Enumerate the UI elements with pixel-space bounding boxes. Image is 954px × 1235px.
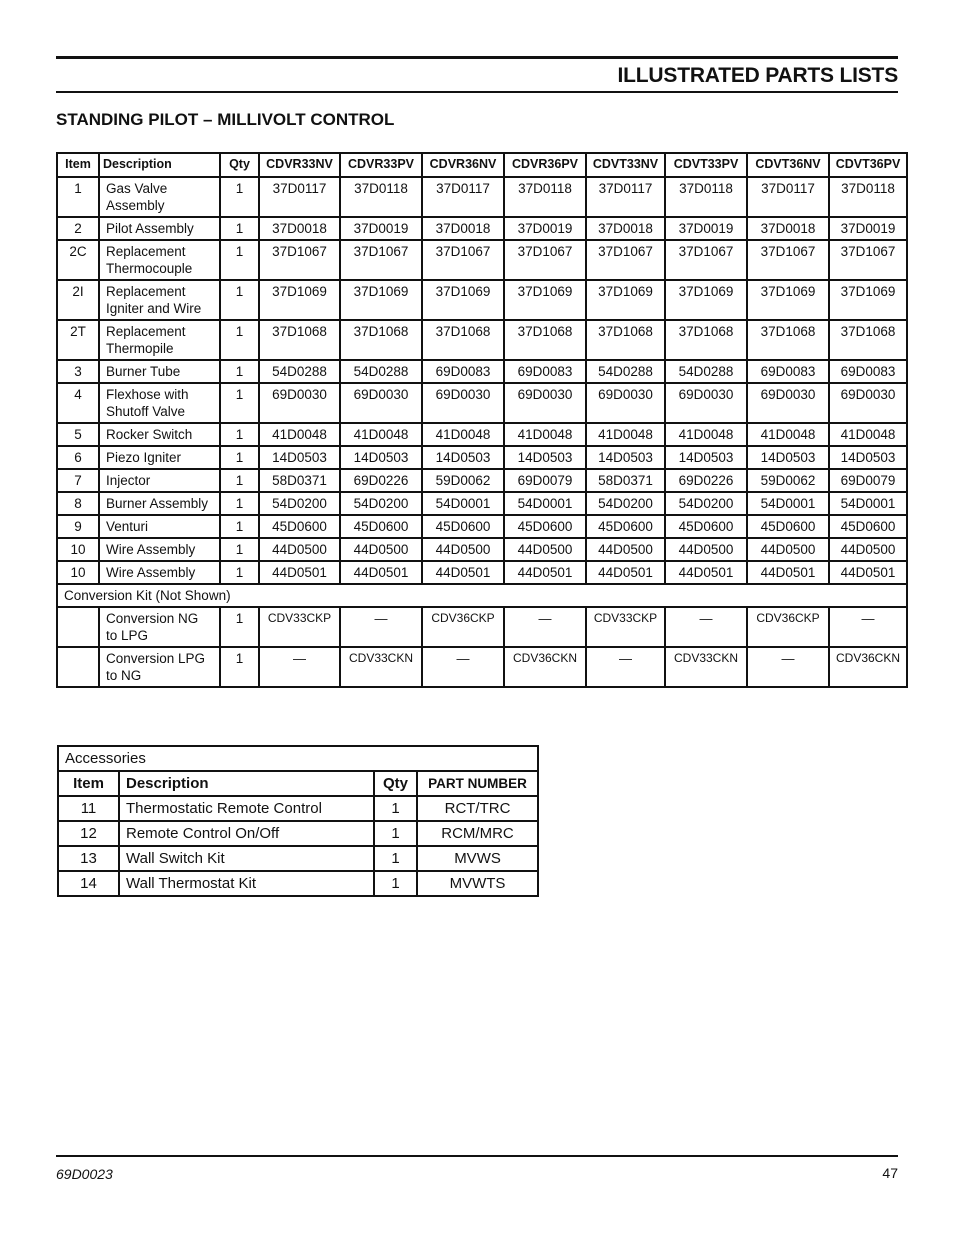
item-cell: 10: [57, 561, 99, 584]
part-number-cell: 37D0118: [665, 177, 747, 217]
part-number-cell: 41D0048: [340, 423, 422, 446]
description-cell: Wall Thermostat Kit: [119, 871, 374, 896]
part-number-cell: —: [422, 647, 504, 687]
part-number-cell: CDV36CKP: [747, 607, 829, 647]
qty-cell: 1: [220, 607, 259, 647]
description-cell: Replacement Thermocouple: [99, 240, 220, 280]
accessories-header-row: [58, 771, 538, 796]
qty-cell: 1: [220, 647, 259, 687]
description-cell: Thermostatic Remote Control: [119, 796, 374, 821]
table-row: [58, 846, 538, 871]
part-number-cell: 37D0118: [829, 177, 907, 217]
part-number-cell: 69D0083: [747, 360, 829, 383]
item-cell: 2: [57, 217, 99, 240]
part-number-cell: 69D0030: [586, 383, 665, 423]
conversion-kit-heading-row: [57, 584, 907, 607]
page-number: 47: [882, 1165, 898, 1181]
part-number-cell: 41D0048: [747, 423, 829, 446]
part-number-cell: 37D1068: [259, 320, 340, 360]
part-number-cell: 44D0500: [665, 538, 747, 561]
part-number-cell: 54D0288: [340, 360, 422, 383]
part-number-cell: —: [259, 647, 340, 687]
parts-table-body: [57, 177, 907, 687]
part-number-cell: RCT/TRC: [417, 796, 538, 821]
part-number-cell: 69D0079: [829, 469, 907, 492]
part-number-cell: 37D0018: [259, 217, 340, 240]
part-number-cell: 37D1069: [340, 280, 422, 320]
description-cell: Burner Assembly: [99, 492, 220, 515]
part-number-cell: 37D0018: [586, 217, 665, 240]
part-number-cell: 54D0200: [259, 492, 340, 515]
part-number-cell: 37D0018: [747, 217, 829, 240]
part-number-cell: 69D0030: [340, 383, 422, 423]
table-row: [57, 492, 907, 515]
part-number-cell: 69D0030: [504, 383, 586, 423]
column-header: CDVT33PV: [665, 153, 747, 177]
part-number-cell: 44D0501: [665, 561, 747, 584]
part-number-cell: 44D0501: [586, 561, 665, 584]
accessories-heading-row: [58, 746, 538, 771]
part-number-cell: 37D1068: [340, 320, 422, 360]
column-header: Qty: [374, 771, 417, 796]
part-number-cell: 37D1069: [829, 280, 907, 320]
part-number-cell: 37D1068: [829, 320, 907, 360]
part-number-cell: MVWS: [417, 846, 538, 871]
part-number-cell: 45D0600: [504, 515, 586, 538]
part-number-cell: 37D0118: [504, 177, 586, 217]
table-row: [57, 360, 907, 383]
part-number-cell: CDV36CKN: [504, 647, 586, 687]
column-header: CDVT36NV: [747, 153, 829, 177]
part-number-cell: 41D0048: [259, 423, 340, 446]
part-number-cell: 37D1069: [422, 280, 504, 320]
part-number-cell: CDV33CKP: [259, 607, 340, 647]
part-number-cell: 37D1067: [422, 240, 504, 280]
column-header: CDVR36NV: [422, 153, 504, 177]
part-number-cell: —: [504, 607, 586, 647]
qty-cell: 1: [220, 360, 259, 383]
part-number-cell: RCM/MRC: [417, 821, 538, 846]
qty-cell: 1: [220, 240, 259, 280]
part-number-cell: CDV33CKP: [586, 607, 665, 647]
description-cell: Rocker Switch: [99, 423, 220, 446]
part-number-cell: 44D0501: [340, 561, 422, 584]
part-number-cell: 37D0117: [259, 177, 340, 217]
part-number-cell: —: [829, 607, 907, 647]
part-number-cell: CDV33CKN: [340, 647, 422, 687]
part-number-cell: 44D0501: [829, 561, 907, 584]
item-cell: 8: [57, 492, 99, 515]
part-number-cell: 37D0018: [422, 217, 504, 240]
column-header: CDVT36PV: [829, 153, 907, 177]
part-number-cell: 37D1068: [665, 320, 747, 360]
part-number-cell: 54D0288: [586, 360, 665, 383]
part-number-cell: 44D0500: [829, 538, 907, 561]
column-header: Qty: [220, 153, 259, 177]
item-cell: 5: [57, 423, 99, 446]
part-number-cell: 37D1067: [504, 240, 586, 280]
item-cell: 2T: [57, 320, 99, 360]
section-title: STANDING PILOT – MILLIVOLT CONTROL: [56, 110, 395, 129]
item-cell: 2I: [57, 280, 99, 320]
part-number-cell: 37D1069: [747, 280, 829, 320]
part-number-cell: 54D0001: [504, 492, 586, 515]
part-number-cell: 41D0048: [422, 423, 504, 446]
description-cell: Wall Switch Kit: [119, 846, 374, 871]
part-number-cell: 69D0226: [340, 469, 422, 492]
column-header: CDVR33NV: [259, 153, 340, 177]
item-cell: 3: [57, 360, 99, 383]
table-row: [57, 383, 907, 423]
table-row: [57, 320, 907, 360]
description-cell: Wire Assembly: [99, 561, 220, 584]
conversion-kit-row: [57, 607, 907, 647]
part-number-cell: 37D1067: [259, 240, 340, 280]
part-number-cell: 69D0083: [504, 360, 586, 383]
part-number-cell: 44D0500: [586, 538, 665, 561]
part-number-cell: 54D0288: [259, 360, 340, 383]
part-number-cell: 41D0048: [504, 423, 586, 446]
part-number-cell: 14D0503: [829, 446, 907, 469]
part-number-cell: 41D0048: [829, 423, 907, 446]
table-row: [57, 561, 907, 584]
part-number-cell: 14D0503: [422, 446, 504, 469]
part-number-cell: 41D0048: [665, 423, 747, 446]
item-cell: 11: [58, 796, 119, 821]
header-bottom-rule: [56, 91, 898, 93]
qty-cell: 1: [220, 383, 259, 423]
part-number-cell: 54D0001: [829, 492, 907, 515]
table-row: [57, 515, 907, 538]
part-number-cell: 14D0503: [259, 446, 340, 469]
part-number-cell: 37D1068: [504, 320, 586, 360]
part-number-cell: 44D0500: [504, 538, 586, 561]
part-number-cell: 37D1068: [747, 320, 829, 360]
column-header: CDVR33PV: [340, 153, 422, 177]
qty-cell: 1: [220, 217, 259, 240]
description-cell: Pilot Assembly: [99, 217, 220, 240]
item-cell: 6: [57, 446, 99, 469]
part-number-cell: 59D0062: [747, 469, 829, 492]
part-number-cell: 69D0083: [829, 360, 907, 383]
description-cell: Flexhose with Shutoff Valve: [99, 383, 220, 423]
qty-cell: 1: [220, 177, 259, 217]
qty-cell: 1: [220, 515, 259, 538]
part-number-cell: CDV36CKN: [829, 647, 907, 687]
part-number-cell: 14D0503: [504, 446, 586, 469]
accessories-heading: Accessories: [58, 746, 538, 771]
part-number-cell: 37D0019: [340, 217, 422, 240]
description-cell: Gas Valve Assembly: [99, 177, 220, 217]
parts-table-header-row: [57, 153, 907, 177]
part-number-cell: 37D1069: [504, 280, 586, 320]
accessories-table-body: [58, 746, 538, 896]
part-number-cell: —: [747, 647, 829, 687]
part-number-cell: 37D1067: [747, 240, 829, 280]
description-cell: Remote Control On/Off: [119, 821, 374, 846]
part-number-cell: 45D0600: [259, 515, 340, 538]
description-cell: Injector: [99, 469, 220, 492]
qty-cell: 1: [220, 423, 259, 446]
part-number-cell: 37D1067: [340, 240, 422, 280]
part-number-cell: 14D0503: [665, 446, 747, 469]
table-row: [57, 538, 907, 561]
conversion-kit-heading: Conversion Kit (Not Shown): [57, 584, 907, 607]
part-number-cell: 44D0501: [422, 561, 504, 584]
table-row: [57, 280, 907, 320]
qty-cell: 1: [220, 561, 259, 584]
part-number-cell: 44D0501: [747, 561, 829, 584]
part-number-cell: —: [340, 607, 422, 647]
qty-cell: 1: [374, 796, 417, 821]
part-number-cell: 45D0600: [747, 515, 829, 538]
item-cell: 12: [58, 821, 119, 846]
part-number-cell: 69D0030: [259, 383, 340, 423]
part-number-cell: 37D1067: [829, 240, 907, 280]
part-number-cell: 69D0083: [422, 360, 504, 383]
qty-cell: 1: [374, 846, 417, 871]
part-number-cell: 54D0200: [586, 492, 665, 515]
parts-table: [56, 152, 908, 688]
part-number-cell: 45D0600: [340, 515, 422, 538]
part-number-cell: 37D1067: [586, 240, 665, 280]
part-number-cell: 37D0117: [747, 177, 829, 217]
qty-cell: 1: [220, 280, 259, 320]
part-number-cell: 37D0118: [340, 177, 422, 217]
part-number-cell: 59D0062: [422, 469, 504, 492]
item-cell: [57, 607, 99, 647]
description-cell: Conversion NG to LPG: [99, 607, 220, 647]
description-cell: Burner Tube: [99, 360, 220, 383]
part-number-cell: 69D0030: [665, 383, 747, 423]
part-number-cell: 44D0501: [504, 561, 586, 584]
table-row: [58, 821, 538, 846]
item-cell: 9: [57, 515, 99, 538]
column-header: CDVR36PV: [504, 153, 586, 177]
table-row: [58, 871, 538, 896]
part-number-cell: 54D0001: [747, 492, 829, 515]
description-cell: Replacement Igniter and Wire: [99, 280, 220, 320]
part-number-cell: 45D0600: [422, 515, 504, 538]
item-cell: 4: [57, 383, 99, 423]
part-number-cell: 37D0019: [665, 217, 747, 240]
qty-cell: 1: [220, 446, 259, 469]
part-number-cell: 45D0600: [665, 515, 747, 538]
description-cell: Conversion LPG to NG: [99, 647, 220, 687]
item-cell: 13: [58, 846, 119, 871]
item-cell: 7: [57, 469, 99, 492]
part-number-cell: 41D0048: [586, 423, 665, 446]
part-number-cell: 44D0500: [340, 538, 422, 561]
item-cell: 10: [57, 538, 99, 561]
part-number-cell: 37D1069: [586, 280, 665, 320]
column-header: Description: [99, 153, 220, 177]
qty-cell: 1: [374, 871, 417, 896]
accessories-table: [57, 745, 539, 897]
item-cell: 1: [57, 177, 99, 217]
qty-cell: 1: [220, 492, 259, 515]
part-number-cell: 37D0117: [422, 177, 504, 217]
item-cell: 14: [58, 871, 119, 896]
part-number-cell: 14D0503: [586, 446, 665, 469]
part-number-cell: 45D0600: [586, 515, 665, 538]
description-cell: Replacement Thermopile: [99, 320, 220, 360]
part-number-cell: 37D1069: [259, 280, 340, 320]
part-number-cell: 54D0200: [665, 492, 747, 515]
part-number-cell: 37D1068: [586, 320, 665, 360]
item-cell: 2C: [57, 240, 99, 280]
part-number-cell: 69D0030: [829, 383, 907, 423]
qty-cell: 1: [374, 821, 417, 846]
part-number-cell: 37D1068: [422, 320, 504, 360]
page-header-title: ILLUSTRATED PARTS LISTS: [617, 64, 898, 87]
part-number-cell: 69D0030: [422, 383, 504, 423]
part-number-cell: 14D0503: [747, 446, 829, 469]
table-row: [57, 217, 907, 240]
column-header: Item: [57, 153, 99, 177]
description-cell: Piezo Igniter: [99, 446, 220, 469]
part-number-cell: 54D0001: [422, 492, 504, 515]
table-row: [57, 469, 907, 492]
qty-cell: 1: [220, 469, 259, 492]
footer-rule: [56, 1155, 898, 1157]
table-row: [58, 796, 538, 821]
part-number-cell: 44D0500: [259, 538, 340, 561]
column-header: Description: [119, 771, 374, 796]
part-number-cell: CDV33CKN: [665, 647, 747, 687]
qty-cell: 1: [220, 538, 259, 561]
part-number-cell: 58D0371: [586, 469, 665, 492]
description-cell: Wire Assembly: [99, 538, 220, 561]
document-number: 69D0023: [56, 1166, 113, 1182]
part-number-cell: MVWTS: [417, 871, 538, 896]
part-number-cell: 37D1067: [665, 240, 747, 280]
part-number-cell: 69D0030: [747, 383, 829, 423]
part-number-cell: 37D0117: [586, 177, 665, 217]
part-number-cell: 37D1069: [665, 280, 747, 320]
table-row: [57, 446, 907, 469]
header-top-rule: [56, 56, 898, 59]
column-header: CDVT33NV: [586, 153, 665, 177]
part-number-cell: 44D0500: [747, 538, 829, 561]
conversion-kit-row: [57, 647, 907, 687]
part-number-cell: CDV36CKP: [422, 607, 504, 647]
table-row: [57, 240, 907, 280]
qty-cell: 1: [220, 320, 259, 360]
part-number-cell: 37D0019: [504, 217, 586, 240]
part-number-cell: 54D0288: [665, 360, 747, 383]
part-number-cell: 14D0503: [340, 446, 422, 469]
table-row: [57, 177, 907, 217]
part-number-cell: 69D0079: [504, 469, 586, 492]
part-number-cell: 37D0019: [829, 217, 907, 240]
part-number-cell: 54D0200: [340, 492, 422, 515]
column-header: Item: [58, 771, 119, 796]
part-number-cell: 45D0600: [829, 515, 907, 538]
part-number-cell: —: [665, 607, 747, 647]
part-number-cell: 44D0500: [422, 538, 504, 561]
item-cell: [57, 647, 99, 687]
part-number-cell: 44D0501: [259, 561, 340, 584]
part-number-cell: —: [586, 647, 665, 687]
description-cell: Venturi: [99, 515, 220, 538]
part-number-cell: 58D0371: [259, 469, 340, 492]
table-row: [57, 423, 907, 446]
column-header: PART NUMBER: [417, 771, 538, 796]
part-number-cell: 69D0226: [665, 469, 747, 492]
